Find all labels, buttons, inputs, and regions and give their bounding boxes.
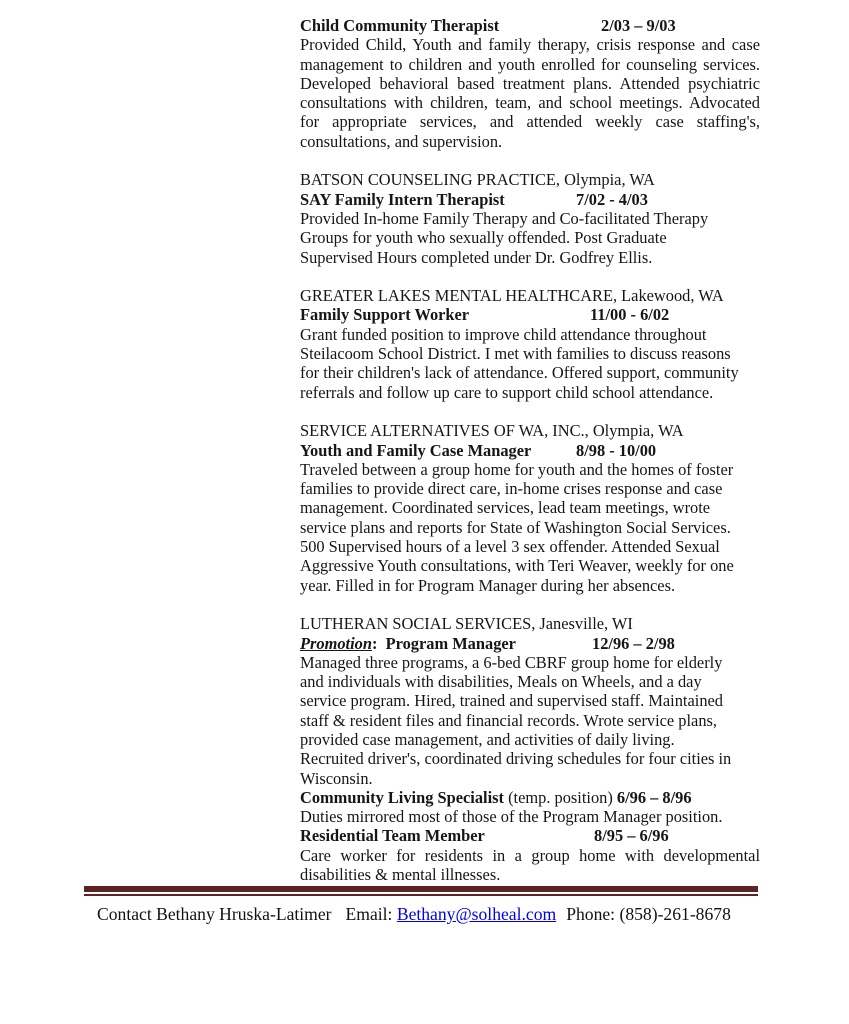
- subrole-heading: [300, 826, 760, 845]
- employer-name: GREATER LAKES MENTAL HEALTHCARE, Lakewood, WA: [300, 286, 724, 306]
- employer-name: BATSON COUNSELING PRACTICE, Olympia, WA: [300, 170, 655, 190]
- job-title: SAY Family Intern Therapist: [300, 189, 505, 209]
- subrole-description: Care worker for residents in a group home with developmental disabilities & mental illnesses.: [300, 845, 760, 885]
- job-description: Grant funded position to improve child attendance throughout Steilacoom School District. I met with families to discuss reasons for their children's lack of attendance. Offered support, community referrals and follow up care to support child school attendance.: [300, 324, 739, 402]
- job-entry: [300, 286, 760, 402]
- phone-label: Phone:: [566, 904, 616, 924]
- job-dates: 8/98 - 10/00: [576, 440, 657, 460]
- job-heading: [300, 305, 760, 324]
- subrole-dates: 6/96 – 8/96: [616, 787, 692, 807]
- job-heading: [300, 441, 760, 460]
- promotion-separator: :: [371, 633, 386, 653]
- subrole-heading: [300, 788, 760, 807]
- email-label: Email:: [345, 904, 393, 924]
- subrole-note: (temp. position): [504, 787, 617, 807]
- job-description: Traveled between a group home for youth and the homes of foster families to provide direct care, in-home crises response and case management. Coordinated services, lead team meetings, wrote service plans and reports for State of Washington Social Services. 500 Supervised hours of a level 3 sex offender. Attended Sexual Aggressive Youth consultations, with Teri Weaver, weekly for one year. Filled in for Program Manager during her absences.: [300, 459, 734, 595]
- job-title: [300, 634, 592, 653]
- subrole-description: Duties mirrored most of those of the Program Manager position.: [300, 807, 723, 827]
- email-link[interactable]: Bethany@solheal.com: [396, 904, 557, 924]
- job-dates: 2/03 – 9/03: [601, 16, 676, 35]
- job-title: Youth and Family Case Manager: [300, 440, 532, 460]
- job-description: Provided Child, Youth and family therapy, crisis response and case management to children and youth enrolled for counseling services. Developed behavioral based treatment plans. Attended psychiatric consultations with children, team, and school meetings. Advocated for appropriate services, and attended weekly case staffing's, consultations, and supervision.: [300, 35, 760, 151]
- job-description: Provided In-home Family Therapy and Co-facilitated Therapy Groups for youth who sexually offended. Post Graduate Supervised Hours completed under Dr. Godfrey Ellis.: [300, 208, 709, 267]
- promotion-label: Promotion: [300, 633, 372, 653]
- job-title: Child Community Therapist: [300, 16, 500, 35]
- footer-contact-line: [97, 903, 758, 925]
- subrole-title: Residential Team Member: [300, 826, 485, 846]
- employer-name: SERVICE ALTERNATIVES OF WA, INC., Olympia, WA: [300, 421, 684, 441]
- job-title: Family Support Worker: [300, 305, 470, 325]
- job-entry: [300, 170, 760, 266]
- phone-number: (858)-261-8678: [619, 904, 731, 924]
- job-entry: [300, 421, 760, 595]
- job-heading: [300, 190, 760, 209]
- job-title-text: Program Manager: [385, 633, 516, 653]
- page-footer: [84, 886, 758, 925]
- footer-rule: [84, 886, 758, 896]
- contact-name: Contact Bethany Hruska-Latimer: [97, 904, 332, 924]
- experience-section: [300, 16, 760, 884]
- subrole-title: Community Living Specialist: [300, 787, 504, 807]
- job-dates: 7/02 - 4/03: [576, 189, 648, 209]
- job-description: Managed three programs, a 6-bed CBRF group home for elderly and individuals with disabilities, Meals on Wheels, and a day service program. Hired, trained and supervised staff. Maintained staff & resident files and financial records. Wrote service plans, provided case management, and activities of daily living. Recruited driver's, coordinated driving schedules for four cities in Wisconsin.: [300, 652, 732, 788]
- job-heading: [300, 634, 760, 653]
- subrole-dates: 8/95 – 6/96: [594, 826, 669, 846]
- job-dates: 12/96 – 2/98: [592, 633, 675, 653]
- job-entry: [300, 614, 760, 884]
- employer-name: LUTHERAN SOCIAL SERVICES, Janesville, WI: [300, 614, 633, 634]
- job-heading: [300, 16, 760, 35]
- job-dates: 11/00 - 6/02: [590, 305, 670, 325]
- job-entry: [300, 16, 760, 151]
